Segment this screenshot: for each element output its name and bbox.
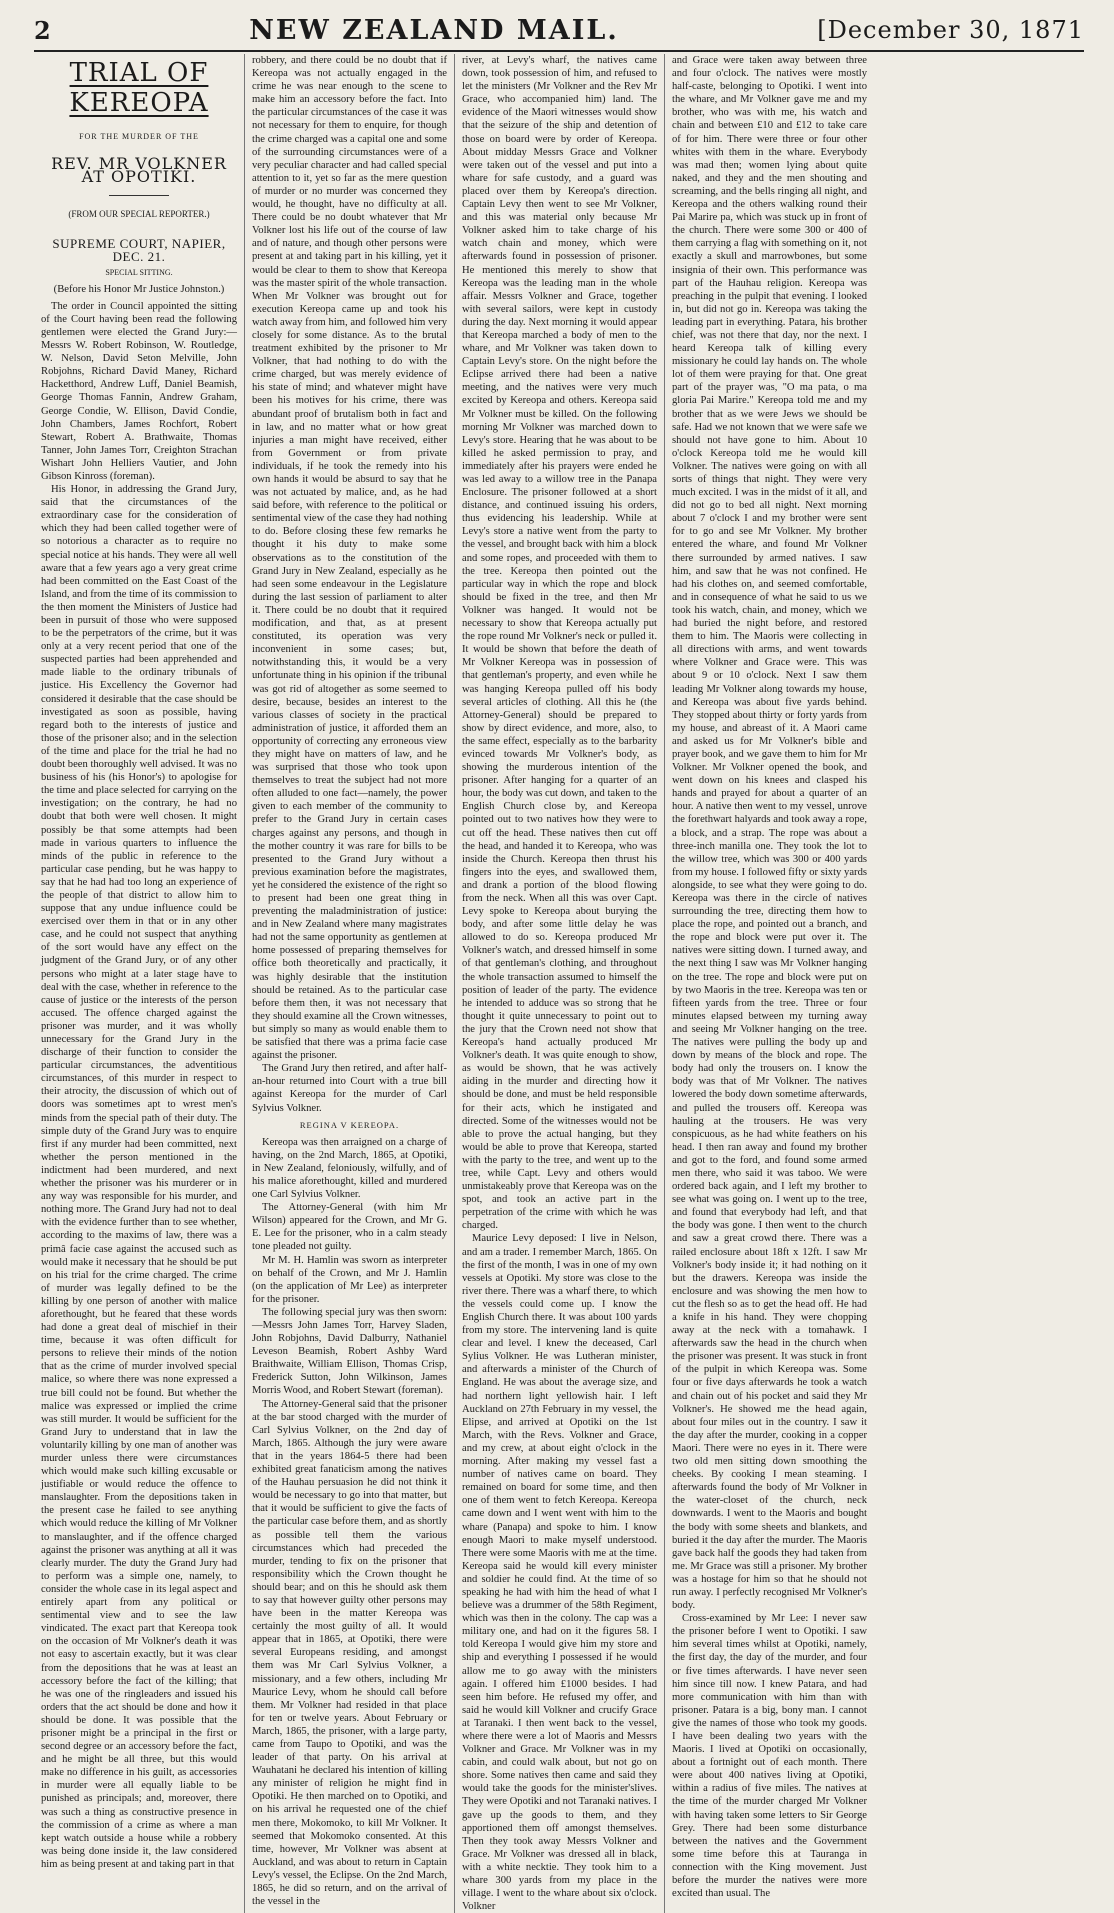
issue-date: [December 30, 1871: [817, 16, 1084, 44]
paragraph: Cross-examined by Mr Lee: I never saw the prisoner before I went to Opotiki. I saw him several times whilst at Opotiki, namely, the first day, the day of the murder, and four or five times afterwards. I have never seen him since till now. I knew Patara, and had more communication with him than with prisoner. Patara is a big, bony man. I cannot give the names of those who took my goods. I have been dealing two years with the Maoris. I lived at Opotiki on occasionally, about a fortnight out of each month. There were about 400 natives living at Opotiki, within a radius of five miles. The natives at the time of the murder charged Mr Volkner with having taken some letters to Sir George Grey. There had been some disturbance between the natives and the Government some time before this at Tauranga in connection with the King movement. Just before the murder the natives were more excited than usual. The: [672, 1613, 867, 1900]
column-3: [454, 54, 664, 1913]
column-2: [244, 54, 454, 1913]
paragraph: robbery, and there could be no doubt that if Kereopa was not actually engaged in the crime he was near enough to the scene to make him an accessory before the fact. Into the particular circumstances of the case it was not necessary for them to enquire, for though the crime charged was a capital one and some of the surrounding circumstances were of a very peculiar character and had called special attention to it, yet so far as the mere question of murder or no murder was concerned they would, he thought, have no difficulty at all. There could be no doubt whatever that Mr Volkner lost his life out of the course of law and of nature, and though other persons were present at and taking part in his killing, yet it would be clear to them to show that Kereopa was the master spirit of the whole transaction. When Mr Volkner was brought out for execution Kereopa came up and took his watch away from him, and followed him very closely for some distance. As to the brutal treatment exhibited by the prisoner to Mr Volkner, that had nothing to do with the crime charged, but was merely evidence of his state of mind; and whatever might have been his motives for his crime, there was abundant proof of brutalism both in fact and in law, and no matter what or how great injuries a man might have received, either from Government or from private individuals, if he took the remedy into his own hands it would be absurd to say that he was not actuated by malice, and, as he had said before, with reference to the political or sentimental view of the case they had nothing to do. Before closing these few remarks he thought it his duty to make some observations as to the constitution of the Grand Jury in New Zealand, especially as he had seen some endeavour in the Legislature during the last session of parliament to alter it. There could be no doubt that it required modification, and that, as at present constituted, its operation was very inconvenient in some cases; but, notwithstanding this, it would be a very unfortunate thing in his opinion if the tribunal was got rid of altogether as some seemed to desire, because, besides an interest to the various classes of society in the practical administration of justice, it afforded them an opportunity of correcting any erroneous view they might have on matters of law, and he was surprised that those who took upon themselves to treat the subject had not more often alluded to one fact—namely, the power given to each member of the community to prefer to the Grand Jury in certain cases charges against any persons, and though in the mother country it was rare for bills to be presented to the Grand Jury without a previous examination before the magistrates, yet he considered the existence of the right so to present had been one great thing in preventing the maladministration of justice: and in New Zealand where many magistrates had not the same opportunity as gentlemen at home possessed of preparing themselves for office both theoretically and practically, it was highly desirable that the institution should be retained. As to the particular case before them then, it was not necessary that they should examine all the Crown witnesses, but simply so many as would enable them to be satisfied that there was a prima facie case against the prisoner.: [252, 55, 447, 1062]
paragraph: river, at Levy's wharf, the natives came down, took possession of him, and refused to let the ministers (Mr Volkner and the Rev Mr Grace, who accompanied him) land. The evidence of the Maori witnesses would show that the seizure of the ship and detention of those on board were by order of Kereopa. About midday Messrs Grace and Volkner were taken out of the vessel and put into a whare for safe custody, and a guard was placed over them by Kereopa's direction. Captain Levy then went to see Mr Volkner, and this was material only because Mr Volkner asked him to take charge of his watch chain and money, which were afterwards found in possession of prisoner. He mentioned this merely to show that Kereopa was the leading man in the whole affair. Messrs Volkner and Grace, together with several sailors, were kept in custody during the day. Next morning it would appear that Kereopa marched a body of men to the whare, and Mr Volkner was taken down to Captain Levy's store. On the night before the Eclipse arrived there had been a native meeting, and the natives were very much excited by Kereopa and others. Kereopa said Mr Volkner must be killed. On the following morning Mr Volkner was marched down to Levy's store. Hearing that he was about to be killed he asked permission to pray, and immediately after his prayers were ended he was led away to a willow tree in the Panapa Enclosure. The prisoner followed at a short distance, and continued issuing his orders, thus evidencing his leadership. While at Levy's store a native went from the party to the vessel, and brought back with him a block and some ropes, and proceeded with them to the tree. Kereopa then pointed out the particular way in which the rope and block should be fixed in the tree, and then Mr Volkner was hanged. It would not be necessary to show that Kereopa actually put the rope round Mr Volkner's neck or pulled it. It would be shown that before the death of Mr Volkner Kereopa was in possession of that gentleman's property, and even while he was hanging Kereopa pulled off his body several articles of clothing. All this he (the Attorney-General) should be prepared to show by direct evidence, and more, also, to the same effect, especially as to the barbarity evinced towards Mr Volkner's body, as showing the murderous intention of the prisoner. After hanging for a quarter of an hour, the body was cut down, and taken to the English Church close by, and Kereopa pointed out to two natives how they were to cut off the head. These natives then cut off the head, and handed it to Kereopa, who was inside the Church. Kereopa then thrust his fingers into the eyes, and swallowed them, and drank a portion of the blood flowing from the neck. When all this was over Capt. Levy spoke to Kereopa about burying the body, and after some little delay he was allowed to do so. Kereopa produced Mr Volkner's watch, and dressed himself in some of that gentleman's clothing, and throughout the whole transaction assumed to himself the position of leader of the party. The evidence he intended to adduce was so strong that he thought it quite unnecessary to point out to the jury that the Crown need not show that Kereopa's hand actually produced Mr Volkner's death. It was quite enough to show, as would be shown, that he was actively aiding in the murder and directing how it should be done, and must be held responsible for their acts, which he instigated and directed. Some of the witnesses would not be able to prove the actual hanging, but they would be able to prove that Kereopa, started with the party to the tree, and went up to the tree, while Capt. Levy and others would unmistakeably prove that Kereopa was on the spot, and took an active part in the perpetration of the crime with which he was charged.: [462, 55, 657, 1232]
judge-line: (Before his Honor Mr Justice Johnston.): [53, 283, 225, 295]
newspaper-title: NEW ZEALAND MAIL.: [249, 14, 619, 46]
court-line: SUPREME COURT, NAPIER, DEC. 21.: [52, 236, 226, 265]
paragraph: The following special jury was then sworn:—Messrs John James Torr, Harvey Sladen, John Robjohns, David Dalburry, Nathaniel Leveson Beamish, Robert Ashby Ward Braithwaite, William Ellison, Thomas Crisp, Frederick Sutton, John Wilkinson, James Morris Wood, and Robert Stewart (foreman).: [252, 1306, 447, 1397]
column-1: [34, 54, 244, 1913]
article-columns: [34, 54, 1084, 1913]
paragraph: The Grand Jury then retired, and after half-an-hour returned into Court with a true bill against Kereopa for the murder of Carl Sylvius Volkner.: [252, 1063, 447, 1114]
page-number: 2: [34, 15, 51, 45]
paragraph: The order in Council appointed the sitting of the Court having been read the following gentlemen were elected the Grand Jury:— Messrs W. Robert Robinson, W. Routledge, W. Nelson, David Seton Melville, John Robjohns, Richard David Maney, Richard Hacketthord, Andrew Luff, Daniel Beamish, George Thomas Fannin, Andrew Graham, George Condie, W. Ellison, David Condie, John Chambers, James Rochfort, Robert Stewart, Robert A. Brathwaite, Thomas Tanner, John James Torr, Creighton Strachan Wishart John Helliers Vautier, and John Gibson Kinross (foreman).: [41, 300, 237, 482]
paragraph: The Attorney-General said that the prisoner at the bar stood charged with the murder of Carl Sylvius Volkner, on the 2nd day of March, 1865. Although the jury were aware that in the years 1864-5 there had been exhibited great fanaticism among the natives of the Hauhau persuasion he did not think it would be necessary to go into that matter, but that it would be sufficient to give the facts of the particular case before them, and as shortly as possible tell them the various circumstances which had preceded the murder, tending to fix on the prisoner that responsibility which the Crown thought he should bear; and on this he should ask them to say that however guilty other persons may have been in the matter Kereopa was certainly the most guilty of all. It would appear that in 1865, at Opotiki, there were several Europeans residing, and amongst them was Mr Carl Sylvius Volkner, a missionary, and a few others, including Mr Maurice Levy, whom he should call before them. Mr Volkner had resided in that place for ten or twelve years. About February or March, 1865, the prisoner, with a large party, came from Taupo to Opotiki, and was the leader of that party. On his arrival at Wauhatani he declared his intention of killing any minister of religion he might find in Opotiki. He then marched on to Opotiki, and on his arrival he requested one of the chief men there, Mokomoko, to kill Mr Volkner. It seemed that Mokomoko consented. At this time, however, Mr Volkner was absent at Auckland, and was about to return in Captain Levy's vessel, the Eclipse. On the 2nd March, 1865, he did so return, and on the arrival of the vessel in the: [252, 1398, 447, 1908]
subhead-victim: REV. MR VOLKNER AT OPOTIKI.: [51, 154, 227, 187]
paragraph: His Honor, in addressing the Grand Jury, said that the circumstances of the extraordinary case for the consideration of which they had been called together were of so notorious a character as to require no special notice at his hands. They were all well aware that a few years ago a very great crime had been committed on the East Coast of the Island, and from the time of its commission to the then moment the Ministers of Justice had been in pursuit of those who were supposed to be the perpetrators of the crime, but it was only at a very recent period that one of the suspected parties had been apprehended and made liable to the ordinary tribunals of justice. His Excellency the Governor had considered it desirable that the case should be investigated as soon as possible, having regard both to the interests of justice and those of the prisoner also; and in the selection of the time and place for the trial he had no doubt been thoroughly well advised. It was no business of his (his Honor's) to apologise for the time and place selected for carrying on the investigation; on the contrary, he had no doubt that both were well chosen. It might possibly be that some attempts had been made in various quarters to influence the minds of the public in reference to the particular case pending, but he was happy to say that he had had too long an experience of the people of that district to allow him to suppose that any undue influence could be exercised over them in that or in any other case, and he could not suspect that anything of the sort would have any effect on the judgment of the Grand Jury, or of any other persons who might at a later stage have to deal with the case, whether in reference to the cause of justice or the interests of the person accused. The offence charged against the prisoner was murder, and it was wholly unnecessary for the Grand Jury in the discharge of their function to consider the particular circumstances, the adventitious circumstances, of this murder in respect to their atrocity, the discussion of which out of doors was sometimes apt to wrest men's minds from the special path of their duty. The simple duty of the Grand Jury was to enquire first if any murder had been committed, next whether the person mentioned in the indictment had been murdered, and next whether the prisoner was his murderer or in any way was responsible for his murder, and nothing more. The Grand Jury had not to deal with the evidence further than to see whether, according to the maxims of law, there was a primâ facie case against the accused such as would make it necessary that he should be put on his trial for the crime charged. The crime of murder was legally defined to be the killing by one person of another with malice aforethought, but he feared that these words had done a great deal of mischief in their time, because it was often difficult for persons to relieve their minds of the notion that as the crime of murder involved special malice, so where there was none expressed a true bill could not be found. But whether the malice was expressed or implied the crime was still murder. It would be sufficient for the Grand Jury to understand that in law the voluntarily killing by one man of another was murder unless there were circumstances which would make such killing excusable or justifiable or would reduce the offence to manslaughter. From the depositions taken in the present case he failed to see anything which would reduce the killing of Mr Volkner to manslaughter, and if the offence charged against the prisoner was anything at all it was clearly murder. The duty the Grand Jury had to perform was a simple one, namely, to consider the whole case in its legal aspect and entirely apart from any political or sentimental view and to see the law vindicated. The exact part that Kereopa took on the occasion of Mr Volkner's death it was not easy to ascertain exactly, but it was clear from the depositions that he was at least an accessory before the fact of the killing; that he was one of the ringleaders and issued his orders that the act should be done and how it should be done. It was possible that the prisoner might be a principal in the first or second degree or an accessory before the fact, and he might be all three, but this would make no difference in his guilt, as accessories in murder were all equally liable to be punished as principals; and, moreover, there was such a thing as constructive presence in the commission of a crime as where a man kept watch outside a house while a robbery was being done inside it, the law considered him as being present at and taking part in that: [41, 484, 237, 1870]
paragraph: and Grace were taken away between three and four o'clock. The natives were mostly half-caste, belonging to Opotiki. I went into the whare, and Mr Volkner gave me and my brother, who was with me, his watch and chain and between £10 and £12 to take care of for him. There were three or four other whites with them in the whare. Everybody was mad then; women lying about quite naked, and they and the men shouting and screaming, and the bells ringing all night, and Kereopa and the others walking round their Pai Marire pa, which was stuck up in front of the church. There were some 300 or 400 of them carrying a flag with something on it, not exactly a skull and marrowbones, but some insignia of their own. This performance was part of the Hauhau religion. Kereopa was preaching in the pulpit that evening. I looked in, but did not go in. Kereopa was taking the leading part in everything. Patara, his brother chief, was not there that day, nor the next. I heard Kereopa talk of killing every missionary he could lay hands on. The whole lot of them were praying for that. One great part of the prayer was, "O ma pata, o ma gloria Pai Marire." Kereopa told me and my brother that as we were Jews we should be safe. Had we not known that we were safe we should not have gone to him. About 10 o'clock Kereopa told me he would kill Volkner. The natives were going on with all sorts of things that night. They were very much excited. I was in the midst of it all, and did not go to bed all night. Next morning about 7 o'clock I and my brother were sent for to go and see Mr Volkner. My brother entered the whare, and found Mr Volkner there surrounded by armed natives. I saw him, and saw that he was not confined. He had his clothes on, and seemed comfortable, and in consequence of what he said to us we took his watch, chain, and money, which we had buried the night before, and restored them to him. The Maoris were collecting in all directions with arms, and went towards where Volkner and Grace were. This was about 9 or 10 o'clock. Next I saw them leading Mr Volkner along towards my house, and Kereopa was about five yards behind. They stopped about thirty or forty yards from my house, and abreast of it. A Maori came and asked us for Mr Volkner's bible and prayer book, and we gave them to him for Mr Volkner. Mr Volkner opened the book, and went down on his knees and clasped his hands and prayed for about a quarter of an hour. A native then went to my vessel, unrove the forethwart halyards and took away a rope, a block, and a strap. The rope was about a three-inch manilla one. They took the lot to the willow tree, which was 300 or 400 yards from my house. I followed fifty or sixty yards alongside, to see what they were going to do. Kereopa was there in the circle of natives surrounding the tree, directing them how to place the rope, and pointed out a branch, and the rope and block were put over it. The natives were sitting down. I turned away, and the next thing I saw was Mr Volkner hanging on the tree. The rope and block were put on by two Maoris in the tree. Kereopa was ten or fifteen yards from the tree. Three or four minutes elapsed between my turning away and seeing Mr Volkner hanging on the tree. The natives were pulling the body up and down by means of the block and rope. The body had only the trousers on. I know the body was that of Mr Volkner. The natives lowered the body down sometime afterwards, and pulled the trousers off. Kereopa was hauling at the trousers. He was very conspicuous, as he had white feathers on his head. I then ran away and found my brother and got to the ford, and found some armed men there, who said it was taboo. We were ordered back again, and I left my brother to see what was going on. I went up to the tree, and found that everybody had left, and that the body was gone. I then went to the church and saw a great crowd there. There was a railed enclosure about 18ft x 12ft. I saw Mr Volkner's body inside it; it had nothing on it but the drawers. Kereopa was inside the enclosure and was showing the men how to cut the flesh so as to get the head off. He had a knife in his hand. They were chopping away at the neck with a tomahawk. I afterwards saw the head in the church when the prisoner was present. It was stuck in front of the pulpit in which Kereopa was. Some four or five days afterwards he took a watch and chain out of his pocket and said they Mr Volkner's. He showed me the head again, about four miles out in the country. I saw it the day after the murder, cooking in a copper Maori. There were no eyes in it. There were two old men sitting down smoothing the cheeks. By cooking I mean steaming. I afterwards found the body of Mr Volkner in the water-closet of the church, neck downwards. I went to the Maoris and bought the body with some sheets and blankets, and buried it the day after the murder. The Maoris gave back half the goods they had taken from me. Mr Grace was still a prisoner. My brother was a hostage for him so that he should not run away. I perfectly recognised Mr Volkner's body.: [672, 55, 867, 1612]
paragraph: The Attorney-General (with him Mr Wilson) appeared for the Crown, and Mr G. E. Lee for the prisoner, who in a calm steady tone pleaded not guilty.: [252, 1202, 447, 1253]
column-4: [664, 54, 874, 1913]
masthead: [34, 10, 1084, 52]
paragraph: Kereopa was then arraigned on a charge of having, on the 2nd March, 1865, at Opotiki, in New Zealand, feloniously, wilfully, and of his malice aforethought, killed and murdered one Carl Sylvius Volkner.: [252, 1136, 447, 1201]
headline: TRIAL OF KEREOPA: [69, 58, 209, 118]
paragraph: Mr M. H. Hamlin was sworn as interpreter on behalf of the Crown, and Mr J. Hamlin (on the application of Mr Lee) as interpreter for the prisoner.: [252, 1254, 447, 1305]
subhead-for: FOR THE MURDER OF THE: [79, 132, 199, 141]
paragraph: Maurice Levy deposed: I live in Nelson, and am a trader. I remember March, 1865. On the first of the month, I was in one of my own vessels at Opotiki. My store was close to the river there. There was a wharf there, to which the vessels could come up. I know the English Church there. It was about 100 yards from my store. The intervening land is quite clear and level. I knew the deceased, Carl Sylius Volkner. He was Lutheran minister, and afterwards a minister of the Church of England. He was about the average size, and had northern light yellowish hair. I left Auckland on 27th February in my vessel, the Elipse, and arrived at Opotiki on the 1st March, with the Revs. Volkner and Grace, and my crew, at about eight o'clock in the morning. After making my vessel fast a number of natives came on board. They remained on board for some time, and then one of them went to fetch Kereopa. Kereopa came down and I went went with him to the whare (Panapa) and spoke to him. I know enough Maori to make myself understood. There were some Maoris with me at the time. Kereopa said he would kill every minister and soldier he could find. At the time of so speaking he had with him the head of what I believe was a drummer of the 58th Regiment, which was then in the colony. The cap was a military one, and had on it the figures 58. I told Kereopa I would give him my store and ship and everything I possessed if he would allow me to go away with the ministers again. I offered him £1000 besides. I had seen him before. He refused my offer, and said he would kill Volkner and crucify Grace at Taranaki. I then went back to the vessel, where there were a lot of Maoris and Messrs Volkner and Grace. Mr Volkner was in my cabin, and could walk about, but not go on shore. Some natives then came and said they would take the goods for the minister'slives. They were Opotiki and not Taranaki natives. I gave up the goods to them, and they apportioned them off amongst themselves. Then they took away Messrs Volkner and Grace. Mr Volkner was dressed all in black, with a white necktie. They took him to a whare 300 yards from my place in the village. I went to the whare about six o'clock. Volkner: [462, 1233, 657, 1913]
divider: [109, 195, 169, 196]
sitting-line: SPECIAL SITTING.: [105, 267, 173, 277]
section-heading: REGINA V KEREOPA.: [299, 1119, 400, 1130]
reporter-credit: (FROM OUR SPECIAL REPORTER.): [68, 209, 210, 220]
